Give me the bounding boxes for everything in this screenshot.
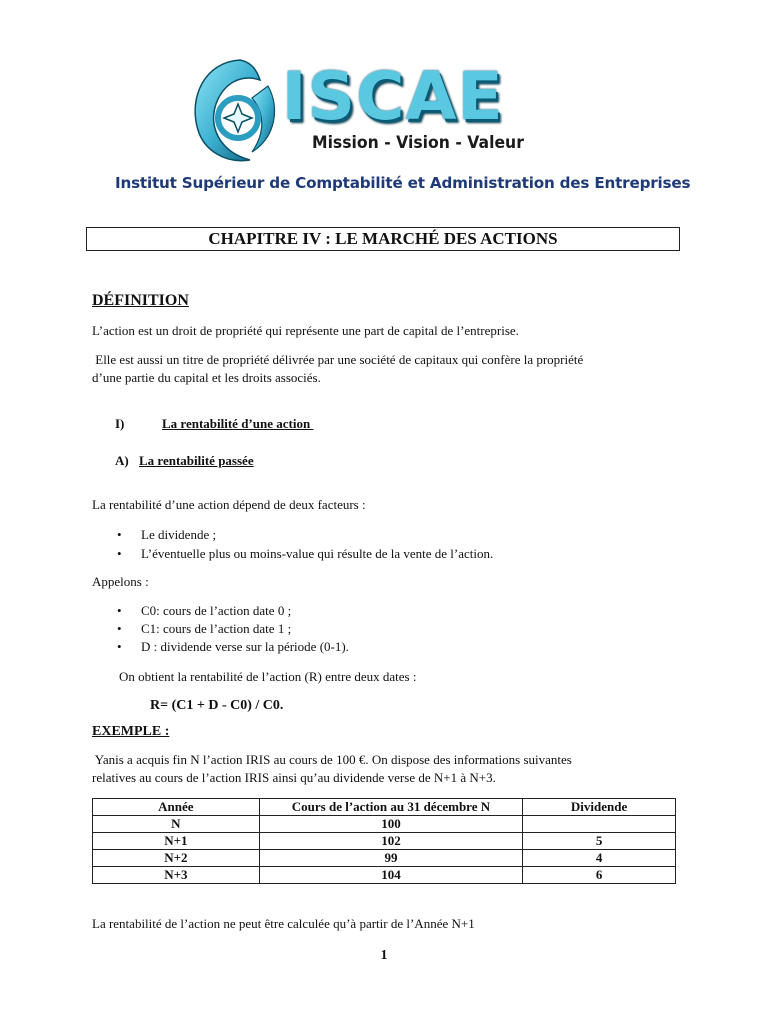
- factors-intro: La rentabilité d’une action dépend de deux facteurs :: [92, 497, 366, 512]
- table-cell: 6: [523, 867, 676, 884]
- rentability-formula: R= (C1 + D - C0) / C0.: [150, 698, 284, 713]
- logo-wordmark: ISCAE: [282, 58, 504, 135]
- list-item: • Le dividende ;: [115, 525, 493, 544]
- table-cell: 100: [259, 816, 523, 833]
- table-cell: 99: [259, 850, 523, 867]
- table-cell: 104: [259, 867, 523, 884]
- obtain-sentence: On obtient la rentabilité de l’action (R) entre deux dates :: [119, 669, 417, 684]
- list-item: • C1: cours de l’action date 1 ;: [115, 620, 349, 638]
- table-cell: N+3: [93, 867, 260, 884]
- list-item: • C0: cours de l’action date 0 ;: [115, 602, 349, 620]
- table-cell: N+1: [93, 833, 260, 850]
- table-cell: 4: [523, 850, 676, 867]
- subsection-title: La rentabilité passée: [139, 453, 254, 468]
- column-header: Cours de l’action au 31 décembre N: [259, 799, 523, 816]
- table-row: [93, 867, 676, 884]
- table-cell: 102: [259, 833, 523, 850]
- factors-list: [115, 525, 493, 563]
- table-cell: N: [93, 816, 260, 833]
- variables-list: [115, 602, 349, 656]
- list-item: • D : dividende verse sur la période (0-1).: [115, 638, 349, 656]
- price-dividend-table: [92, 798, 676, 884]
- table-cell: 5: [523, 833, 676, 850]
- example-heading: EXEMPLE :: [92, 724, 170, 739]
- page-number: 1: [380, 948, 388, 963]
- definition-heading: DÉFINITION: [92, 292, 189, 309]
- conclusion-text: La rentabilité de l’action ne peut être calculée qu’à partir de l’Année N+1: [92, 916, 475, 931]
- definition-paragraph-2-line-2: d’une partie du capital et les droits associés.: [92, 370, 321, 385]
- definition-paragraph-1: L’action est un droit de propriété qui représente une part de capital de l’entreprise.: [92, 323, 519, 338]
- section-number: I): [115, 416, 125, 431]
- call-intro: Appelons :: [92, 574, 149, 589]
- table-header-row: [93, 799, 676, 816]
- iscae-emblem-icon: [180, 52, 290, 172]
- logo-tagline: Mission - Vision - Valeur: [312, 133, 524, 153]
- subsection-letter: A): [115, 453, 129, 468]
- institution-name: Institut Supérieur de Comptabilité et Administration des Entreprises: [115, 174, 691, 192]
- table-cell: N+2: [93, 850, 260, 867]
- list-item: • L’éventuelle plus ou moins-value qui résulte de la vente de l’action.: [115, 544, 493, 563]
- example-line-2: relatives au cours de l’action IRIS ainsi qu’au dividende verse de N+1 à N+3.: [92, 770, 496, 785]
- table-row: [93, 833, 676, 850]
- definition-paragraph-2-line-1: Elle est aussi un titre de propriété délivrée par une société de capitaux qui confère la propriété: [92, 352, 584, 367]
- column-header: Année: [93, 799, 260, 816]
- table-row: [93, 850, 676, 867]
- table-row: [93, 816, 676, 833]
- chapter-title: CHAPITRE IV : LE MARCHÉ DES ACTIONS: [86, 227, 680, 251]
- column-header: Dividende: [523, 799, 676, 816]
- example-line-1: Yanis a acquis fin N l’action IRIS au cours de 100 €. On dispose des informations suivantes: [92, 752, 572, 767]
- table-cell: [523, 816, 676, 833]
- section-title: La rentabilité d’une action: [162, 416, 314, 431]
